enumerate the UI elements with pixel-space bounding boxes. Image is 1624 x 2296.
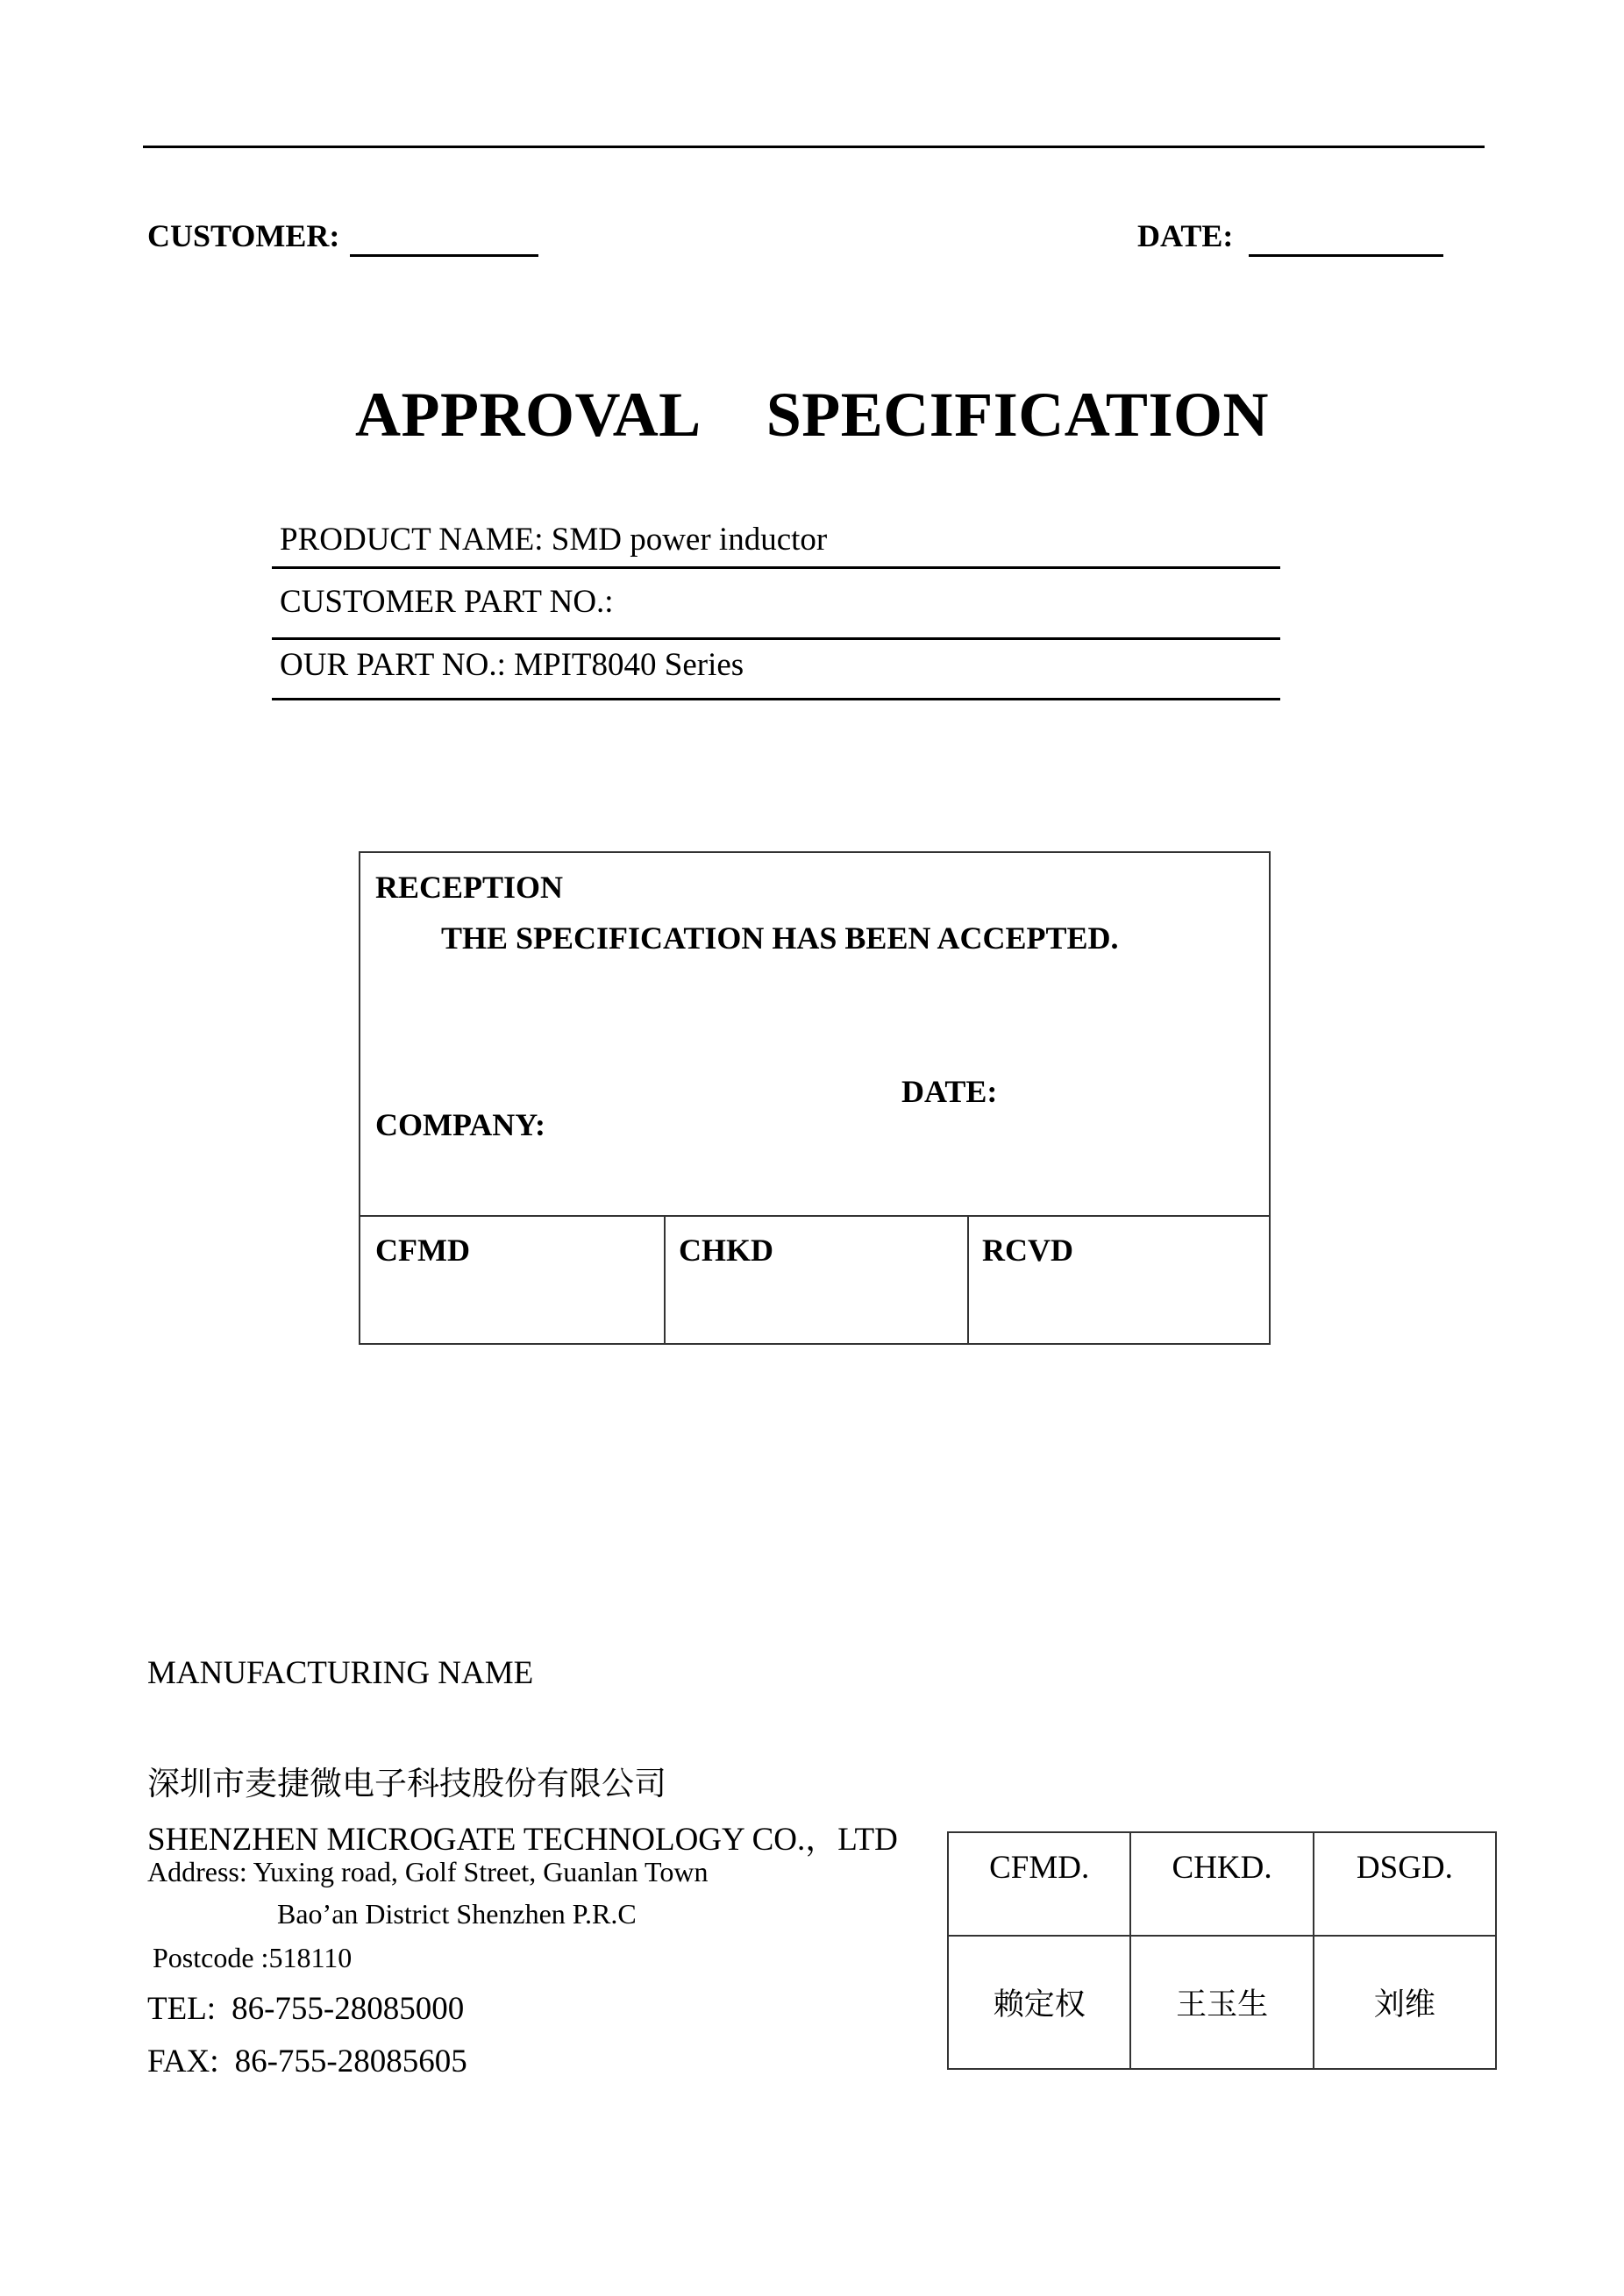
fax	[147, 2043, 467, 2080]
reception-cell-rcvd: RCVD	[982, 1233, 1073, 1268]
signoff-table	[947, 1831, 1497, 2070]
signoff-name-dsgd: 刘维	[1314, 1936, 1496, 2069]
signoff-header-cfmd: CFMD.	[948, 1832, 1130, 1936]
our-part-no-row: OUR PART NO.: MPIT8040 Series	[272, 646, 1280, 700]
signoff-name-row	[948, 1936, 1496, 2069]
tel-label: TEL:	[147, 1991, 217, 2027]
telephone	[147, 1990, 464, 2028]
customer-part-no-row: CUSTOMER PART NO.:	[272, 583, 1280, 640]
signoff-header-row	[948, 1832, 1496, 1936]
reception-date-label: DATE:	[901, 1074, 998, 1109]
product-name-row: PRODUCT NAME: SMD power inductor	[272, 521, 1280, 569]
date-label: DATE:	[1137, 218, 1234, 253]
reception-column-divider	[664, 1215, 666, 1343]
document-title	[0, 379, 1624, 451]
reception-cell-chkd: CHKD	[679, 1233, 773, 1268]
reception-company-label: COMPANY:	[375, 1107, 545, 1142]
manufacturing-heading: MANUFACTURING NAME	[147, 1655, 534, 1691]
customer-blank-line[interactable]	[350, 217, 538, 257]
title-word-approval: APPROVAL	[355, 380, 702, 450]
reception-divider	[360, 1215, 1269, 1217]
address-line-1: Address: Yuxing road, Golf Street, Guanlan Town	[147, 1856, 709, 1887]
fax-value: 86-755-28085605	[234, 2044, 467, 2079]
customer-label: CUSTOMER:	[147, 218, 340, 253]
title-word-specification: SPECIFICATION	[766, 380, 1269, 450]
company-name-english: SHENZHEN MICROGATE TECHNOLOGY CO.，LTD	[147, 1822, 898, 1858]
signoff-name-chkd: 王玉生	[1130, 1936, 1313, 2069]
reception-accepted-text: THE SPECIFICATION HAS BEEN ACCEPTED.	[441, 921, 1119, 956]
customer-field	[147, 217, 538, 257]
date-field	[1137, 217, 1443, 257]
tel-value: 86-755-28085000	[231, 1991, 465, 2027]
reception-column-divider	[967, 1215, 969, 1343]
address-line-2: Bao’an District Shenzhen P.R.C	[277, 1898, 637, 1930]
fax-label: FAX:	[147, 2044, 219, 2079]
date-blank-line[interactable]	[1249, 217, 1443, 257]
signoff-header-chkd: CHKD.	[1130, 1832, 1313, 1936]
company-name-chinese: 深圳市麦捷微电子科技股份有限公司	[147, 1765, 666, 1802]
reception-box	[359, 851, 1271, 1345]
signoff-name-cfmd: 赖定权	[948, 1936, 1130, 2069]
reception-cell-cfmd: CFMD	[375, 1233, 470, 1268]
top-rule	[143, 146, 1485, 148]
signoff-header-dsgd: DSGD.	[1314, 1832, 1496, 1936]
reception-heading: RECEPTION	[375, 870, 564, 905]
postcode: Postcode :518110	[153, 1942, 353, 1973]
